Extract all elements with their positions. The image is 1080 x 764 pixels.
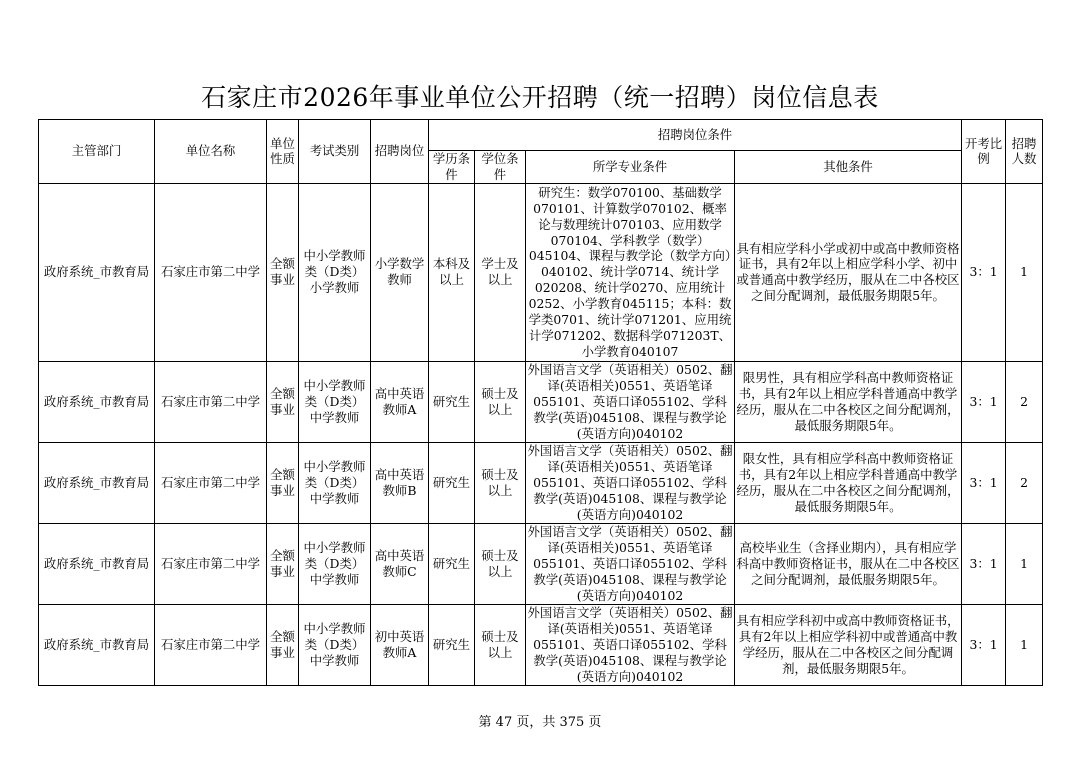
cell-major: 外国语言文学（英语相关）0502、翻译(英语相关)0551、英语笔译055101、英语口译055102、学科教学(英语)045108、课程与教学论(英语方向)040102 <box>527 362 733 441</box>
table-row <box>39 361 1043 442</box>
cell-nature: 全额事业 <box>267 361 299 442</box>
cell-unit: 石家庄市第二中学 <box>155 604 267 685</box>
header-count: 招聘人数 <box>1006 120 1043 184</box>
header-post: 招聘岗位 <box>371 120 429 184</box>
page-footer: 第 47 页，共 375 页 <box>478 715 602 730</box>
cell-unit: 石家庄市第二中学 <box>155 183 267 361</box>
cell-post: 高中英语教师C <box>371 523 429 604</box>
cell-dept: 政府系统_市教育局 <box>39 523 155 604</box>
cell-nature: 全额事业 <box>267 604 299 685</box>
cell-other: 限男性，具有相应学科高中教师资格证书，具有2年以上相应学科普通高中教学经历，服从在二中各校区之间分配调剂，最低服务期限5年。 <box>735 361 962 442</box>
cell-count: 1 <box>1006 523 1043 604</box>
cell-other: 限女性，具有相应学科高中教师资格证书，具有2年以上相应学科普通高中教学经历，服从在二中各校区之间分配调剂，最低服务期限5年。 <box>735 442 962 523</box>
cell-dept: 政府系统_市教育局 <box>39 361 155 442</box>
cell-edu: 本科及以上 <box>429 183 475 361</box>
cell-other: 高校毕业生（含择业期内），具有相应学科高中教师资格证书，服从在二中各校区之间分配调剂，最低服务期限5年。 <box>735 523 962 604</box>
cell-degree: 硕士及以上 <box>475 442 526 523</box>
cell-edu: 研究生 <box>429 442 475 523</box>
cell-nature: 全额事业 <box>267 183 299 361</box>
cell-ratio: 3：1 <box>962 523 1006 604</box>
cell-nature: 全额事业 <box>267 523 299 604</box>
header-edu: 学历条件 <box>429 151 475 184</box>
header-major: 所学专业条件 <box>526 151 735 184</box>
cell-degree: 硕士及以上 <box>475 361 526 442</box>
table-row <box>39 604 1043 685</box>
cell-unit: 石家庄市第二中学 <box>155 523 267 604</box>
cell-unit: 石家庄市第二中学 <box>155 442 267 523</box>
cell-count: 1 <box>1006 604 1043 685</box>
cell-degree: 硕士及以上 <box>475 604 526 685</box>
cell-count: 2 <box>1006 442 1043 523</box>
cell-exam: 中小学教师类（D类）中学教师 <box>299 442 371 523</box>
cell-count: 1 <box>1006 183 1043 361</box>
cell-edu: 研究生 <box>429 604 475 685</box>
cell-exam: 中小学教师类（D类）中学教师 <box>299 361 371 442</box>
cell-post: 小学数学教师 <box>371 183 429 361</box>
cell-other: 具有相应学科初中或高中教师资格证书，具有2年以上相应学科初中或普通高中教学经历，服从在二中各校区之间分配调剂，最低服务期限5年。 <box>735 604 962 685</box>
table-row <box>39 442 1043 523</box>
cell-dept: 政府系统_市教育局 <box>39 604 155 685</box>
table-row <box>39 183 1043 361</box>
table-row <box>39 523 1043 604</box>
cell-count: 2 <box>1006 361 1043 442</box>
cell-nature: 全额事业 <box>267 442 299 523</box>
cell-edu: 研究生 <box>429 523 475 604</box>
cell-unit: 石家庄市第二中学 <box>155 361 267 442</box>
cell-major: 外国语言文学（英语相关）0502、翻译(英语相关)0551、英语笔译055101、英语口译055102、学科教学(英语)045108、课程与教学论(英语方向)040102 <box>527 605 733 684</box>
cell-exam: 中小学教师类（D类）小学教师 <box>299 183 371 361</box>
cell-major: 外国语言文学（英语相关）0502、翻译(英语相关)0551、英语笔译055101、英语口译055102、学科教学(英语)045108、课程与教学论(英语方向)040102 <box>527 443 733 522</box>
job-info-table <box>38 119 1043 686</box>
cell-ratio: 3：1 <box>962 183 1006 361</box>
cell-dept: 政府系统_市教育局 <box>39 442 155 523</box>
cell-exam: 中小学教师类（D类）中学教师 <box>299 604 371 685</box>
cell-dept: 政府系统_市教育局 <box>39 183 155 361</box>
header-degree: 学位条件 <box>475 151 526 184</box>
header-other: 其他条件 <box>735 151 962 184</box>
header-ratio: 开考比例 <box>962 120 1006 184</box>
header-exam: 考试类别 <box>299 120 371 184</box>
cell-ratio: 3：1 <box>962 361 1006 442</box>
cell-degree: 硕士及以上 <box>475 523 526 604</box>
header-unit: 单位名称 <box>155 120 267 184</box>
cell-edu: 研究生 <box>429 361 475 442</box>
page-title: 石家庄市2026年事业单位公开招聘（统一招聘）岗位信息表 <box>201 83 879 112</box>
cell-post: 高中英语教师B <box>371 442 429 523</box>
header-nature: 单位性质 <box>267 120 299 184</box>
cell-exam: 中小学教师类（D类）中学教师 <box>299 523 371 604</box>
cell-ratio: 3：1 <box>962 604 1006 685</box>
cell-major: 研究生：数学070100、基础数学070101、计算数学070102、概率论与数理统计070103、应用数学070104、学科教学（数学）045104、课程与教学论（数学方向）040102、统计学0714、统计学020208、统计学0270、应用统计0252、小学教育045115；本科：数学类0701、统计学071201、应用统计学071202、数据科学071203T、小学教育040107 <box>526 183 735 361</box>
cell-degree: 学士及以上 <box>475 183 526 361</box>
cell-post: 高中英语教师A <box>371 361 429 442</box>
cell-post: 初中英语教师A <box>371 604 429 685</box>
cell-ratio: 3：1 <box>962 442 1006 523</box>
header-conditions: 招聘岗位条件 <box>429 120 962 151</box>
cell-other: 具有相应学科小学或初中或高中教师资格证书，具有2年以上相应学科小学、初中或普通高中教学经历，服从在二中各校区之间分配调剂，最低服务期限5年。 <box>735 183 962 361</box>
cell-major: 外国语言文学（英语相关）0502、翻译(英语相关)0551、英语笔译055101、英语口译055102、学科教学(英语)045108、课程与教学论(英语方向)040102 <box>527 524 733 603</box>
header-dept: 主管部门 <box>39 120 155 184</box>
